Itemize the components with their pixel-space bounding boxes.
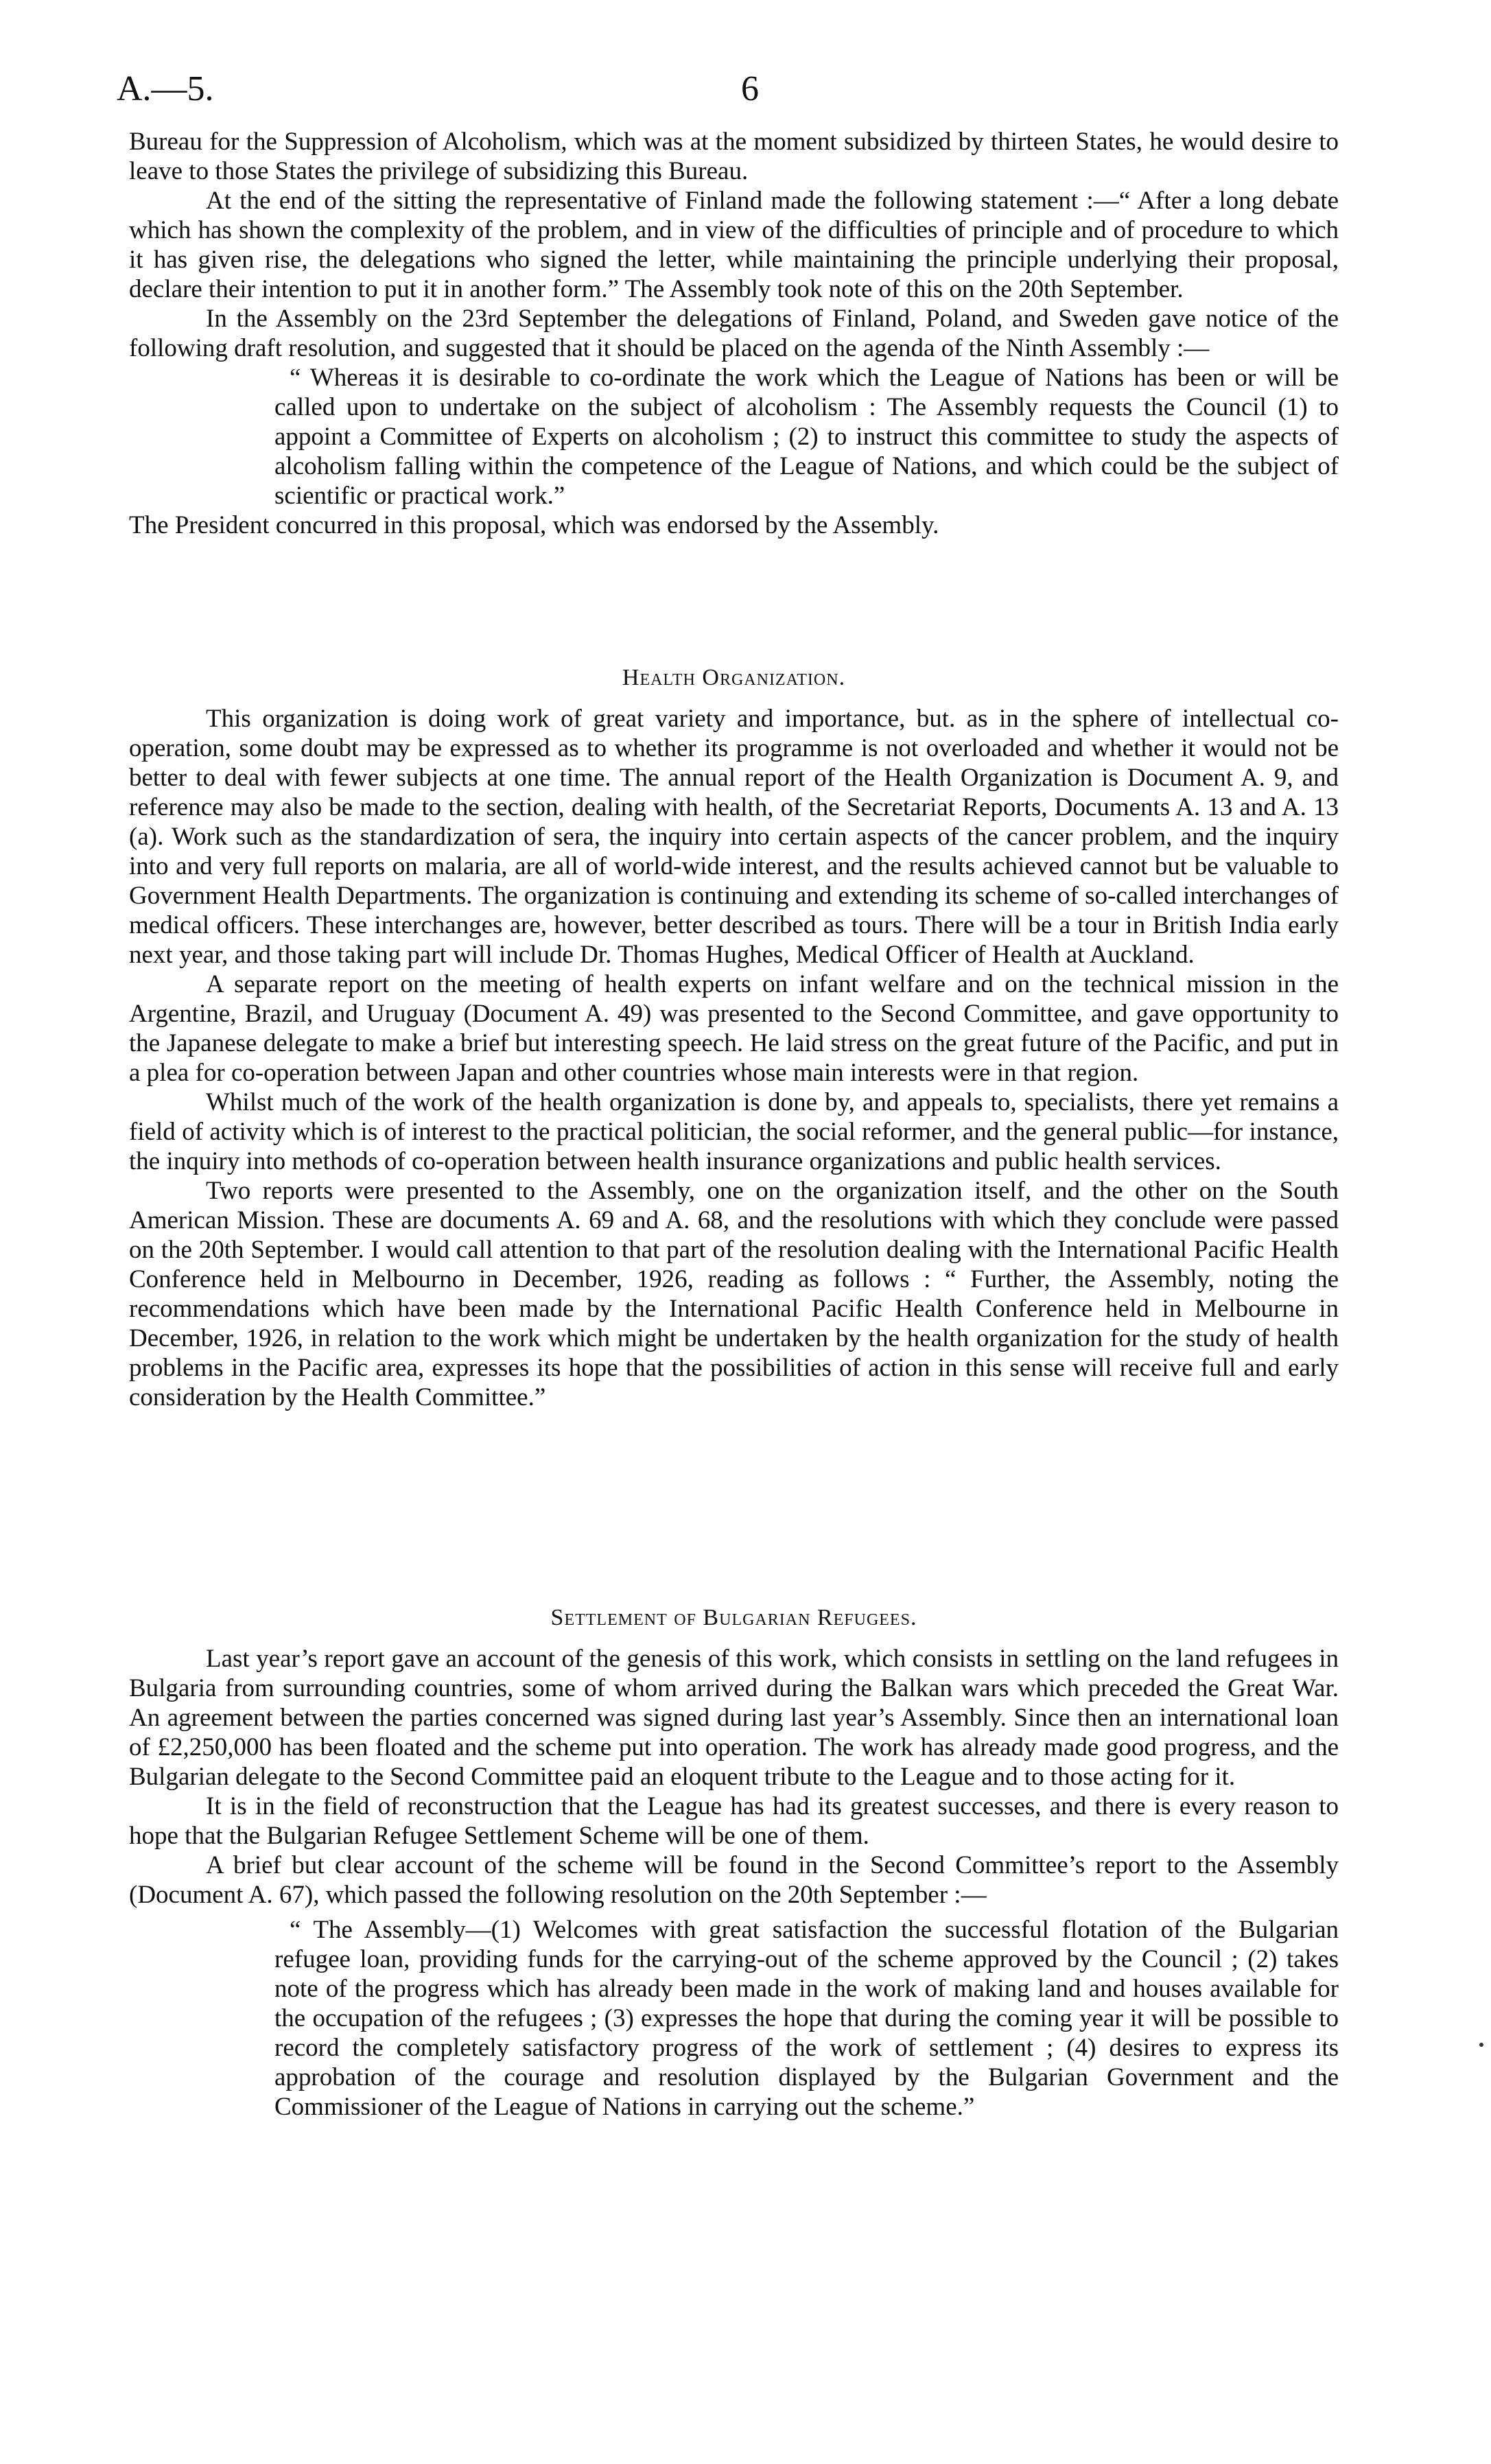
quoted-resolution: “ Whereas it is desirable to co-ordinate the work which the League of Nations has been or will be called upon to undertake on the subject of alcoholism : The Assembly requests the Council (1) to appoint a Committee of Experts on alcoholism ; (2) to instruct this committee to study the aspects of alcoholism falling within the competence of the League of Nations, and which could be the subject of scientific or practical work.” xyxy=(274,364,1339,510)
paragraph: At the end of the sitting the representative of Finland made the following statement :—“ After a long debate which has shown the complexity of the problem, and in view of the difficulties of principle and of procedure to which it has given rise, the delegations who signed the letter, while maintaining the principle underlying their proposal, declare their intention to put it in another form.” The Assembly took note of this on the 20th September. xyxy=(129,187,1339,303)
health-organization-section xyxy=(129,704,1339,1412)
paragraph: In the Assembly on the 23rd September the delegations of Finland, Poland, and Sweden gave notice of the following draft resolution, and suggested that it should be placed on the agenda of the Ninth Assembly :— xyxy=(129,305,1339,362)
paragraph: A brief but clear account of the scheme will be found in the Second Committee’s report to the Assembly (Document A. 67), which passed the following resolution on the 20th September :— xyxy=(129,1851,1339,1909)
section-heading-bulgarian-refugees: Settlement of Bulgarian Refugees. xyxy=(550,1605,917,1630)
document-reference: A.—5. xyxy=(117,69,214,108)
scan-speck xyxy=(1479,2043,1483,2047)
page-number: 6 xyxy=(741,69,759,108)
alcoholism-section xyxy=(129,127,1339,540)
paragraph: Last year’s report gave an account of the genesis of this work, which consists in settling on the land refugees in Bulgaria from surrounding countries, some of whom arrived during the Balkan wars which preceded the Great War. An agreement between the parties concerned was signed during last year’s Assembly. Since then an international loan of £2,250,000 has been floated and the scheme put into operation. The work has already made good progress, and the Bulgarian delegate to the Second Committee paid an eloquent tribute to the League and to those acting for it. xyxy=(129,1645,1339,1791)
quoted-resolution: “ The Assembly—(1) Welcomes with great satisfaction the successful flotation of the Bulgarian refugee loan, providing funds for the carrying-out of the scheme approved by the Council ; (2) takes note of the progress which has already been made in the work of making land and houses available for the occupation of the refugees ; (3) expresses the hope that during the coming year it will be possible to record the completely satisfactory progress of the work of settlement ; (4) desires to express its approbation of the courage and resolution displayed by the Bulgarian Government and the Commissioner of the League of Nations in carrying out the scheme.” xyxy=(274,1916,1339,2121)
paragraph: Bureau for the Suppression of Alcoholism, which was at the moment subsidized by thirteen States, he would desire to leave to those States the privilege of subsidizing this Bureau. xyxy=(129,128,1339,185)
paragraph: Two reports were presented to the Assembly, one on the organization itself, and the other on the South American Mission. These are documents A. 69 and A. 68, and the resolutions with which they conclude were passed on the 20th September. I would call attention to that part of the resolution dealing with the International Pacific Health Conference held in Melbourno in December, 1926, reading as follows : “ Further, the Assembly, noting the recommendations which have been made by the International Pacific Health Conference held in Melbourne in December, 1926, in relation to the work which might be undertaken by the health organization for the study of health problems in the Pacific area, expresses its hope that the possibilities of action in this sense will receive full and early consideration by the Health Committee.” xyxy=(129,1177,1339,1411)
paragraph: It is in the field of reconstruction that the League has had its greatest successes, and there is every reason to hope that the Bulgarian Refugee Settlement Scheme will be one of them. xyxy=(129,1792,1339,1850)
bulgarian-refugees-section xyxy=(129,1644,1339,2122)
paragraph: The President concurred in this proposal, which was endorsed by the Assembly. xyxy=(129,511,939,539)
section-heading-health-organization: Health Organization. xyxy=(622,665,846,690)
paragraph: This organization is doing work of great variety and importance, but. as in the sphere of intellectual co-operation, some doubt may be expressed as to whether its programme is not overloaded and whether it would not be better to deal with fewer subjects at one time. The annual report of the Health Organization is Document A. 9, and reference may also be made to the section, dealing with health, of the Secretariat Reports, Documents A. 13 and A. 13 (a). Work such as the standardization of sera, the inquiry into certain aspects of the cancer problem, and the inquiry into and very full reports on malaria, are all of world-wide interest, and the results achieved cannot but be valuable to Government Health Departments. The organization is continuing and extending its scheme of so-called interchanges of medical officers. These interchanges are, however, better described as tours. There will be a tour in British India early next year, and those taking part will include Dr. Thomas Hughes, Medical Officer of Health at Auckland. xyxy=(129,705,1339,969)
paragraph: A separate report on the meeting of health experts on infant welfare and on the technical mission in the Argentine, Brazil, and Uruguay (Document A. 49) was presented to the Second Committee, and gave opportunity to the Japanese delegate to make a brief but interesting speech. He laid stress on the great future of the Pacific, and put in a plea for co-operation between Japan and other countries whose main interests were in that region. xyxy=(129,970,1339,1087)
paragraph: Whilst much of the work of the health organization is done by, and appeals to, specialists, there yet remains a field of activity which is of interest to the practical politician, the social reformer, and the general public—for instance, the inquiry into methods of co-operation between health insurance organizations and public health services. xyxy=(129,1088,1339,1175)
